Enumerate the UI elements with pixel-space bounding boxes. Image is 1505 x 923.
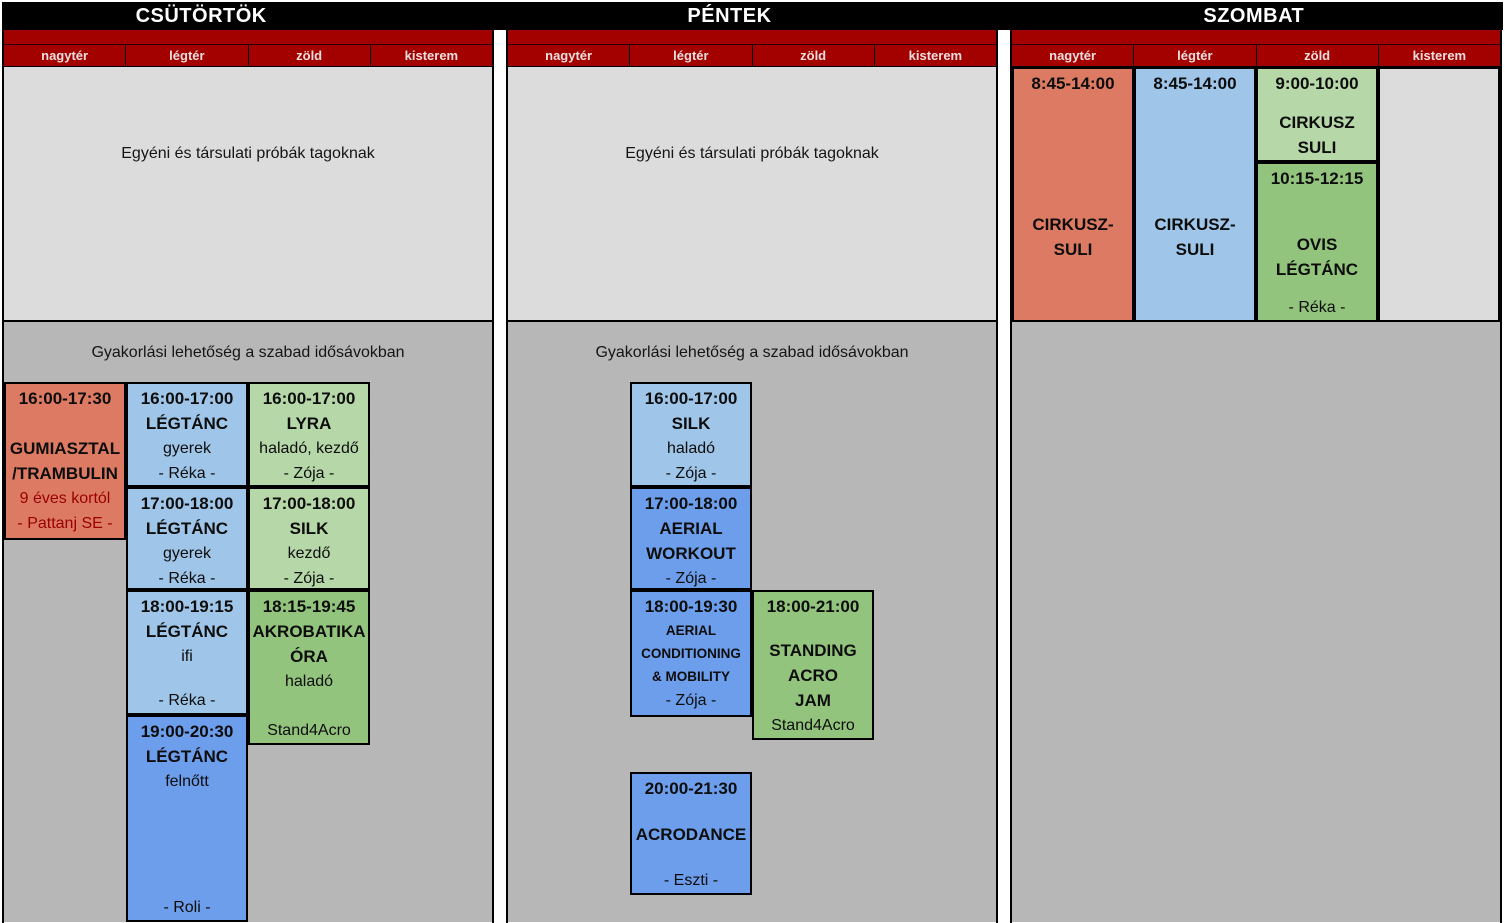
- event-line: 8:45-14:00: [1153, 74, 1237, 93]
- room-header-kisterem: kisterem: [370, 45, 492, 66]
- room-header-nagyter: nagytér: [1049, 48, 1097, 63]
- room-header-zold: zöld: [248, 45, 370, 66]
- event-line: - Réka -: [158, 465, 216, 482]
- event-line: & MOBILITY: [652, 669, 730, 684]
- day-body: [508, 67, 996, 922]
- day-title-csutortok: CSÜTÖRTÖK: [135, 4, 267, 27]
- room-header-kisterem: kisterem: [1378, 45, 1500, 66]
- room-header-legter: légtér: [629, 45, 751, 66]
- room-header-legter: légtér: [1133, 45, 1255, 66]
- event-line: - Zója -: [665, 570, 717, 587]
- event-line: LÉGTÁNC: [145, 622, 229, 641]
- event-line: - Réka -: [158, 570, 216, 587]
- event-line: - Réka -: [1288, 299, 1346, 316]
- day-body: [1012, 67, 1500, 922]
- event-line: 19:00-20:30: [140, 722, 234, 741]
- event-line: CONDITIONING: [641, 646, 741, 661]
- day-panel-csutortok: [2, 30, 494, 923]
- free-practice-note: Gyakorlási lehetőség a szabad idősávokban: [91, 344, 405, 361]
- event-line: CIRKUSZ-: [1154, 215, 1236, 234]
- event-line: SILK: [671, 414, 711, 433]
- event-line: - Roli -: [163, 899, 211, 916]
- members-rehearsal-zone: [508, 67, 996, 322]
- red-strip: [508, 30, 996, 45]
- event-line: ACRODANCE: [635, 825, 747, 844]
- event-line: 18:00-19:15: [140, 597, 234, 616]
- day-panel-pentek: [506, 30, 998, 923]
- event-line: felnőtt: [165, 773, 209, 790]
- event-line: haladó: [666, 440, 716, 457]
- room-header-zold: zöld: [1256, 45, 1378, 66]
- event-line: Stand4Acro: [771, 717, 855, 734]
- members-rehearsal-zone: [4, 67, 492, 322]
- event-line: - Zója -: [283, 465, 335, 482]
- free-practice-zone: [508, 322, 996, 922]
- free-practice-zone: [1012, 322, 1500, 922]
- day-title-pentek: PÉNTEK: [687, 4, 772, 27]
- event-line: CIRKUSZ: [1279, 113, 1355, 132]
- event-line: 20:00-21:30: [644, 779, 738, 798]
- event-line: 17:00-18:00: [644, 494, 738, 513]
- event-line: Stand4Acro: [267, 722, 351, 739]
- members-rehearsal-note: Egyéni és társulati próbák tagoknak: [121, 145, 375, 162]
- event-line: - Eszti -: [663, 872, 719, 889]
- event-line: OVIS: [1296, 234, 1338, 254]
- titlebar: [2, 2, 1503, 30]
- event-line: JAM: [795, 691, 831, 710]
- event-line: SULI: [1053, 240, 1093, 259]
- room-header-kisterem: kisterem: [874, 45, 996, 66]
- event-line: SILK: [289, 519, 329, 538]
- day-body: [4, 67, 492, 922]
- event-line: LYRA: [286, 414, 332, 433]
- event-line: 9 éves kortól: [19, 490, 111, 507]
- free-practice-note: Gyakorlási lehetőség a szabad idősávokban: [595, 344, 909, 361]
- event-line: - Zója -: [665, 465, 717, 482]
- event-line: AERIAL: [665, 623, 717, 638]
- room-header-row: [1012, 45, 1500, 67]
- event-line: /TRAMBULIN: [12, 464, 118, 483]
- event-line: LÉGTÁNC: [145, 747, 229, 766]
- event-line: GUMIASZTAL: [9, 439, 121, 458]
- event-line: STANDING: [769, 641, 857, 660]
- event-line: SULI: [1297, 138, 1337, 157]
- event-line: 17:00-18:00: [140, 494, 234, 513]
- event-line: - Pattanj SE -: [17, 515, 113, 532]
- event-line: LÉGTÁNC: [145, 519, 229, 538]
- members-rehearsal-note: Egyéni és társulati próbák tagoknak: [625, 145, 879, 162]
- room-header-nagyter: nagytér: [41, 48, 89, 63]
- event-line: - Zója -: [665, 692, 717, 709]
- free-practice-zone: [4, 322, 492, 922]
- event-line: gyerek: [162, 440, 212, 457]
- event-line: AKROBATIKA: [252, 622, 366, 641]
- event-line: 16:00-17:00: [644, 389, 738, 408]
- event-line: - Réka -: [158, 692, 216, 709]
- event-line: - Zója -: [283, 570, 335, 587]
- event-line: 16:00-17:00: [140, 389, 234, 408]
- day-panel-szombat: [1010, 30, 1502, 923]
- day-panels-row: [2, 30, 1503, 923]
- room-header-nagyter: nagytér: [545, 48, 593, 63]
- event-line: 18:00-21:00: [766, 597, 860, 616]
- event-line: 16:00-17:30: [18, 389, 112, 408]
- event-line: 18:15-19:45: [262, 597, 356, 616]
- red-strip: [4, 30, 492, 45]
- event-line: gyerek: [162, 545, 212, 562]
- event-line: AERIAL: [659, 519, 723, 538]
- event-line: 18:00-19:30: [644, 597, 738, 616]
- event-line: ifi: [181, 648, 193, 665]
- morning-classes-zone: [1012, 67, 1500, 322]
- room-header-row: [508, 45, 996, 67]
- event-line: haladó: [284, 673, 334, 690]
- event-line: haladó, kezdő: [259, 440, 359, 457]
- event-line: ÓRA: [290, 647, 328, 666]
- event-line: 8:45-14:00: [1031, 74, 1115, 93]
- red-strip: [1012, 30, 1500, 45]
- event-line: WORKOUT: [646, 544, 736, 563]
- event-line: LÉGTÁNC: [1275, 259, 1359, 279]
- event-line: ACRO: [787, 666, 839, 685]
- event-line: kezdő: [287, 545, 331, 562]
- event-line: 16:00-17:00: [262, 389, 356, 408]
- room-header-zold: zöld: [752, 45, 874, 66]
- room-header-row: [4, 45, 492, 67]
- event-line: SULI: [1175, 240, 1215, 259]
- event-line: 10:15-12:15: [1270, 169, 1364, 188]
- event-line: 9:00-10:00: [1275, 74, 1359, 93]
- event-line: CIRKUSZ-: [1032, 215, 1114, 234]
- room-header-legter: légtér: [125, 45, 247, 66]
- day-title-szombat: SZOMBAT: [1203, 4, 1305, 27]
- event-line: 17:00-18:00: [262, 494, 356, 513]
- event-line: LÉGTÁNC: [145, 414, 229, 433]
